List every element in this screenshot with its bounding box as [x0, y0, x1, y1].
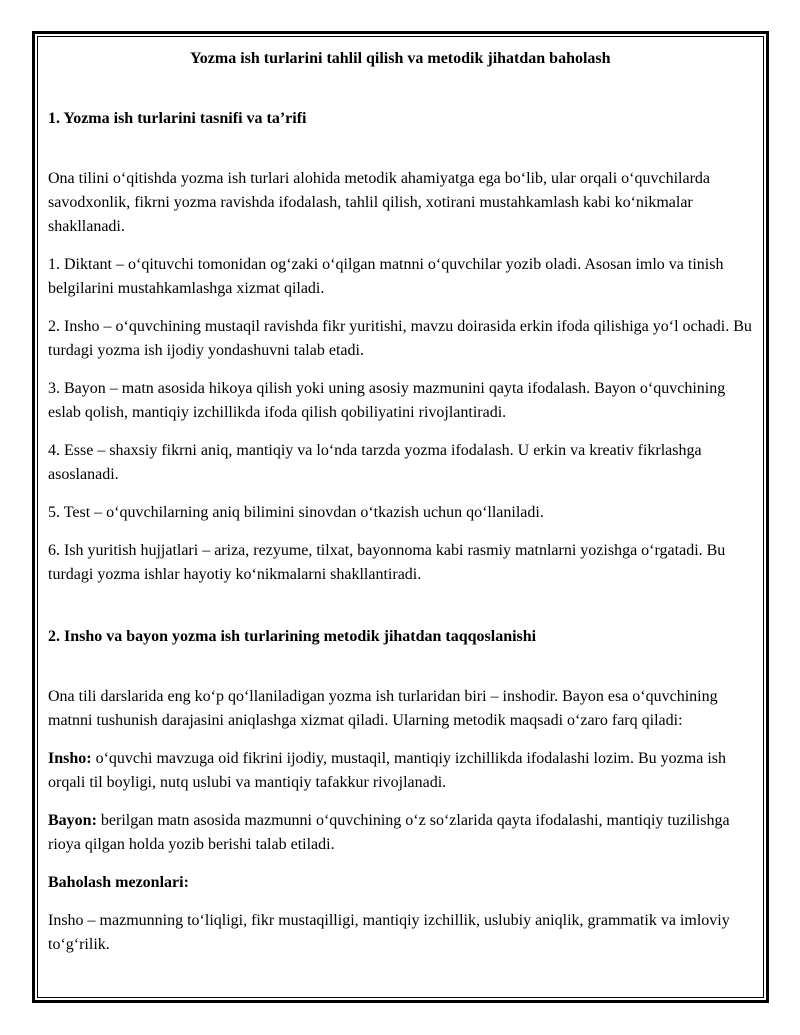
list-item-insho: 2. Insho – o‘quvchining mustaqil ravishda fikr yuritishi, mavzu doirasida erkin ifoda qilishiga yo‘l ochadi. Bu turdagi yozma ish ijodiy yondashuvni talab etadi. — [48, 318, 752, 359]
criteria-heading: Baholash mezonlari: — [48, 874, 189, 891]
list-item-ish-yuritish: 6. Ish yuritish hujjatlari – ariza, rezyume, tilxat, bayonnoma kabi rasmiy matnlarni yozishga o‘rgatadi. Bu turdagi yozma ishlar hayotiy ko‘nikmalarni shakllantiradi. — [48, 542, 726, 583]
section-1-intro: Ona tilini o‘qitishda yozma ish turlari alohida metodik ahamiyatga ega bo‘lib, ular orqali o‘quvchilarda savodxonlik, fikrni yozma ravishda ifodalash, tahlil qilish, xotirani mustahkamlash kabi ko‘nikmalar shakllanadi. — [48, 170, 711, 235]
document-title: Yozma ish turlarini tahlil qilish va metodik jihatdan baholash — [190, 50, 611, 67]
bayon-label: Bayon: — [48, 812, 97, 829]
list-item-test: 5. Test – o‘quvchilarning aniq bilimini sinovdan o‘tkazish uchun qo‘llaniladi. — [48, 504, 544, 521]
section-2-heading: 2. Insho va bayon yozma ish turlarining metodik jihatdan taqqoslanishi — [48, 628, 537, 645]
insho-paragraph — [48, 747, 760, 795]
list-item-esse: 4. Esse – shaxsiy fikrni aniq, mantiqiy va lo‘nda tarzda yozma ifodalash. U erkin va kreativ fikrlashga asoslanadi. — [48, 442, 702, 483]
criteria-text: Insho – mazmunning to‘liqligi, fikr mustaqilligi, mantiqiy izchillik, uslubiy aniqlik, grammatik va imloviy to‘g‘rilik. — [48, 912, 730, 953]
document-body — [48, 47, 760, 957]
list-item-bayon: 3. Bayon – matn asosida hikoya qilish yoki uning asosiy mazmunini qayta ifodalash. Bayon o‘quvchining eslab qolish, mantiqiy izchillikda ifoda qilish qobiliyatini rivojlantiradi. — [48, 380, 726, 421]
section-2-intro: Ona tili darslarida eng ko‘p qo‘llaniladigan yozma ish turlaridan biri – inshodir. Bayon esa o‘quvchining matnni tushunish darajasini aniqlashga xizmat qiladi. Ularning metodik maqsadi o‘zaro farq qiladi: — [48, 688, 718, 729]
section-1-heading: 1. Yozma ish turlarini tasnifi va ta’rifi — [48, 110, 307, 127]
bayon-text: berilgan matn asosida mazmunni o‘quvchining o‘z so‘zlarida qayta ifodalashi, mantiqiy tuzilishga rioya qilgan holda yozib berishi talab etiladi. — [48, 812, 730, 853]
insho-label: Insho: — [48, 750, 92, 767]
list-item-diktant: 1. Diktant – o‘qituvchi tomonidan og‘zaki o‘qilgan matnni o‘quvchilar yozib oladi. Asosan imlo va tinish belgilarini mustahkamlashga xizmat qiladi. — [48, 256, 724, 297]
insho-text: o‘quvchi mavzuga oid fikrini ijodiy, mustaqil, mantiqiy izchillikda ifodalashi lozim. Bu yozma ish orqali til boyligi, nutq uslubi va mantiqiy tafakkur rivojlanadi. — [48, 750, 726, 791]
bayon-paragraph — [48, 809, 760, 857]
